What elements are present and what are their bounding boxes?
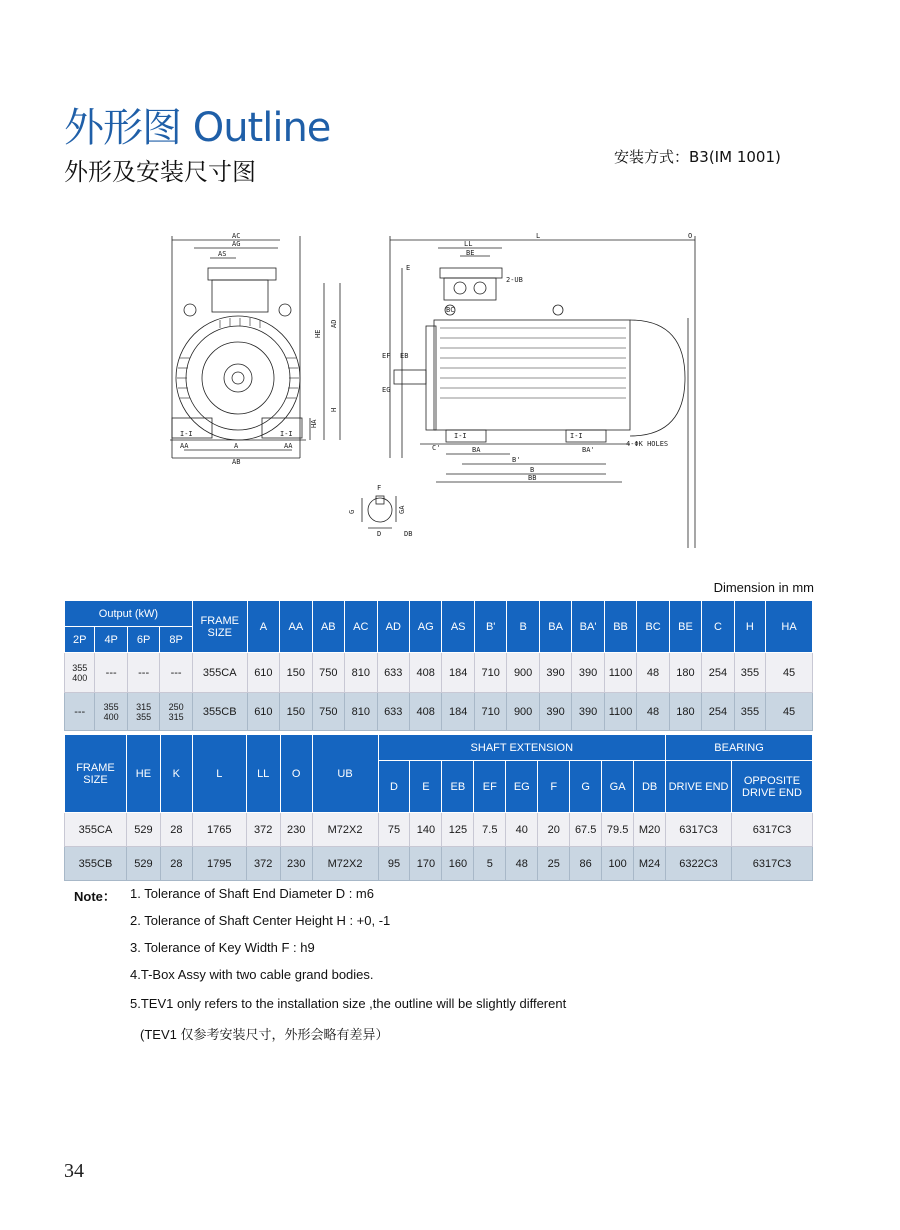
table-cell: 355 [734, 693, 765, 731]
dimension-label: B' [512, 456, 521, 464]
table-row [65, 847, 813, 881]
column-header: AG [409, 601, 441, 653]
column-header: O [280, 735, 312, 813]
column-header: K [160, 735, 192, 813]
table-cell: 372 [246, 847, 280, 881]
table-cell: 355CB [65, 847, 127, 881]
note-line: (TEV1 仅参考安装尺寸，外形会略有差异） [140, 1027, 389, 1042]
table-cell: 355CA [192, 653, 247, 693]
column-header: L [192, 735, 246, 813]
dimension-label: F [377, 484, 382, 492]
table-cell: 390 [572, 653, 604, 693]
table-cell: M24 [634, 847, 666, 881]
table-cell: 48 [637, 653, 669, 693]
table-cell: 529 [126, 813, 160, 847]
column-header: AS [442, 601, 474, 653]
dimension-table-1 [64, 600, 813, 731]
table-cell: 633 [377, 693, 409, 731]
table-row [65, 653, 813, 693]
table-cell: 633 [377, 653, 409, 693]
dimension-label: I-I [454, 432, 467, 440]
dimension-label: D [377, 530, 382, 538]
table-cell: 45 [766, 693, 813, 731]
table-cell: 529 [126, 847, 160, 881]
dimension-label: LL [464, 240, 473, 248]
note-line: 2. Tolerance of Shaft Center Height H : +0, -1 [130, 913, 391, 928]
table-cell: 408 [409, 693, 441, 731]
table-cell: 45 [766, 653, 813, 693]
dimension-label: B [530, 466, 535, 474]
table-cell: 390 [539, 693, 571, 731]
page-title: 外形图 Outline [64, 105, 331, 151]
column-header: BC [637, 601, 669, 653]
dimension-label: HE [314, 329, 322, 338]
column-header: B [507, 601, 539, 653]
dimension-label: AB [232, 458, 241, 466]
dimension-label: AS [218, 250, 227, 258]
table-cell: 1765 [192, 813, 246, 847]
table-row [65, 813, 813, 847]
table-cell: 6317C3 [666, 813, 732, 847]
table-cell: 1795 [192, 847, 246, 881]
dimension-label: BB [528, 474, 537, 482]
dimension-label: C' [432, 444, 441, 452]
dimension-label: GA [398, 505, 406, 514]
dimension-label: EF [382, 352, 391, 360]
column-header: A [247, 601, 279, 653]
table-cell: 28 [160, 813, 192, 847]
table-cell: 1100 [604, 693, 636, 731]
note-label: Note： [74, 889, 116, 904]
column-header: G [570, 761, 602, 813]
note-line: 1. Tolerance of Shaft End Diameter D : m6 [130, 886, 374, 901]
table-cell: 355 400 [65, 653, 95, 693]
dimension-label: 2-UB [506, 276, 523, 284]
column-header: B' [474, 601, 506, 653]
dimension-label: G [348, 509, 356, 514]
dimension-label: I-I [180, 430, 193, 438]
table-cell: 390 [539, 653, 571, 693]
table-cell: --- [127, 653, 159, 693]
page-subtitle: 外形及安装尺寸图 [64, 158, 256, 186]
table-cell: 900 [507, 653, 539, 693]
table-cell: 810 [345, 693, 377, 731]
table-cell: 230 [280, 813, 312, 847]
table-cell: 160 [442, 847, 474, 881]
table-cell: 125 [442, 813, 474, 847]
dimension-label: BC [446, 306, 455, 314]
frame-size-header-2: FRAME SIZE [65, 735, 127, 813]
table-cell: 170 [410, 847, 442, 881]
dimension-label: E [406, 264, 411, 272]
key-detail [362, 496, 396, 528]
column-header: EB [442, 761, 474, 813]
table-cell: 184 [442, 653, 474, 693]
dimension-label: HA [310, 419, 318, 428]
table-cell: --- [95, 653, 127, 693]
table-cell: 150 [280, 693, 312, 731]
table-cell: M72X2 [312, 813, 378, 847]
unit-note: Dimension in mm [713, 580, 814, 595]
table-cell: 408 [409, 653, 441, 693]
column-header: LL [246, 735, 280, 813]
column-header: AB [312, 601, 344, 653]
table-cell: 95 [378, 847, 410, 881]
dimension-table-2 [64, 734, 813, 881]
table-cell: 810 [345, 653, 377, 693]
dimension-label: AA [180, 442, 189, 450]
column-header: D [378, 761, 410, 813]
mounting-type: 安装方式：B3(IM 1001) [614, 148, 781, 166]
output-header: Output (kW) [65, 601, 193, 627]
table-cell: 254 [702, 693, 734, 731]
note-line: 4.T-Box Assy with two cable grand bodies. [130, 967, 374, 982]
table-cell: 6322C3 [666, 847, 732, 881]
page-number: 34 [64, 1160, 84, 1182]
table-cell: 5 [474, 847, 506, 881]
table-cell: 79.5 [602, 813, 634, 847]
dimension-label: DB [404, 530, 413, 538]
dimension-label: BA' [582, 446, 595, 454]
dimension-label: H [330, 407, 338, 412]
note-line: 5.TEV1 only refers to the installation size ,the outline will be slightly different [130, 996, 567, 1011]
table-cell: 6317C3 [731, 813, 812, 847]
column-header: AA [280, 601, 312, 653]
dimension-label: I-I [280, 430, 293, 438]
column-header: HE [126, 735, 160, 813]
table-cell: --- [65, 693, 95, 731]
bearing-header: BEARING [666, 735, 813, 761]
table-cell: 28 [160, 847, 192, 881]
table-cell: 1100 [604, 653, 636, 693]
column-header: BA' [572, 601, 604, 653]
column-header: UB [312, 735, 378, 813]
table-cell: 610 [247, 653, 279, 693]
column-header: 4P [95, 627, 127, 653]
table-cell: 48 [506, 847, 538, 881]
dimension-label: O [688, 232, 693, 240]
table-cell: 184 [442, 693, 474, 731]
table-cell: 140 [410, 813, 442, 847]
dimension-label: I-I [570, 432, 583, 440]
table-cell: M20 [634, 813, 666, 847]
table-cell: 750 [312, 693, 344, 731]
table-cell: 7.5 [474, 813, 506, 847]
column-header: DB [634, 761, 666, 813]
dimension-label: AD [330, 319, 338, 328]
table-cell: 86 [570, 847, 602, 881]
column-header: AD [377, 601, 409, 653]
table-cell: 355CB [192, 693, 247, 731]
dimension-label: AG [232, 240, 241, 248]
dimension-label: AA [284, 442, 293, 450]
table-cell: 390 [572, 693, 604, 731]
column-header: 6P [127, 627, 159, 653]
column-header: DRIVE END [666, 761, 732, 813]
side-view [390, 236, 695, 548]
table-cell: 250 315 [160, 693, 192, 731]
table-cell: 355 400 [95, 693, 127, 731]
column-header: F [538, 761, 570, 813]
frame-size-header: FRAME SIZE [192, 601, 247, 653]
column-header: H [734, 601, 765, 653]
column-header: C [702, 601, 734, 653]
dimension-label: BA [472, 446, 481, 454]
table-cell: 355CA [65, 813, 127, 847]
table-cell: 40 [506, 813, 538, 847]
table-cell: M72X2 [312, 847, 378, 881]
column-header: BA [539, 601, 571, 653]
column-header: OPPOSITE DRIVE END [731, 761, 812, 813]
dimension-label: EB [400, 352, 409, 360]
table-cell: 6317C3 [731, 847, 812, 881]
column-header: E [410, 761, 442, 813]
table-cell: 67.5 [570, 813, 602, 847]
column-header: 8P [160, 627, 192, 653]
column-header: EF [474, 761, 506, 813]
column-header: HA [766, 601, 813, 653]
column-header: EG [506, 761, 538, 813]
table-cell: 610 [247, 693, 279, 731]
table-cell: 750 [312, 653, 344, 693]
table-cell: 20 [538, 813, 570, 847]
table-cell: 48 [637, 693, 669, 731]
table-cell: 25 [538, 847, 570, 881]
dimension-label: AC [232, 232, 241, 240]
outline-drawing [150, 228, 720, 548]
table-cell: 315 355 [127, 693, 159, 731]
table-row [65, 693, 813, 731]
table-cell: 180 [669, 653, 701, 693]
table-cell: --- [160, 653, 192, 693]
table-cell: 900 [507, 693, 539, 731]
dimension-label: 4-ΦK HOLES [626, 440, 669, 448]
table-cell: 100 [602, 847, 634, 881]
column-header: 2P [65, 627, 95, 653]
table-cell: 355 [734, 653, 765, 693]
table-cell: 230 [280, 847, 312, 881]
table-cell: 710 [474, 693, 506, 731]
shaft-extension-header: SHAFT EXTENSION [378, 735, 666, 761]
column-header: GA [602, 761, 634, 813]
table-cell: 150 [280, 653, 312, 693]
table-cell: 180 [669, 693, 701, 731]
table-cell: 75 [378, 813, 410, 847]
column-header: AC [345, 601, 377, 653]
dimension-label: BE [466, 249, 475, 257]
table-cell: 372 [246, 813, 280, 847]
column-header: BE [669, 601, 701, 653]
dimension-label: A [234, 442, 239, 450]
note-line: 3. Tolerance of Key Width F : h9 [130, 940, 315, 955]
dimension-label: EG [382, 386, 391, 394]
table-cell: 710 [474, 653, 506, 693]
dimension-label: L [536, 232, 541, 240]
table-cell: 254 [702, 653, 734, 693]
column-header: BB [604, 601, 636, 653]
